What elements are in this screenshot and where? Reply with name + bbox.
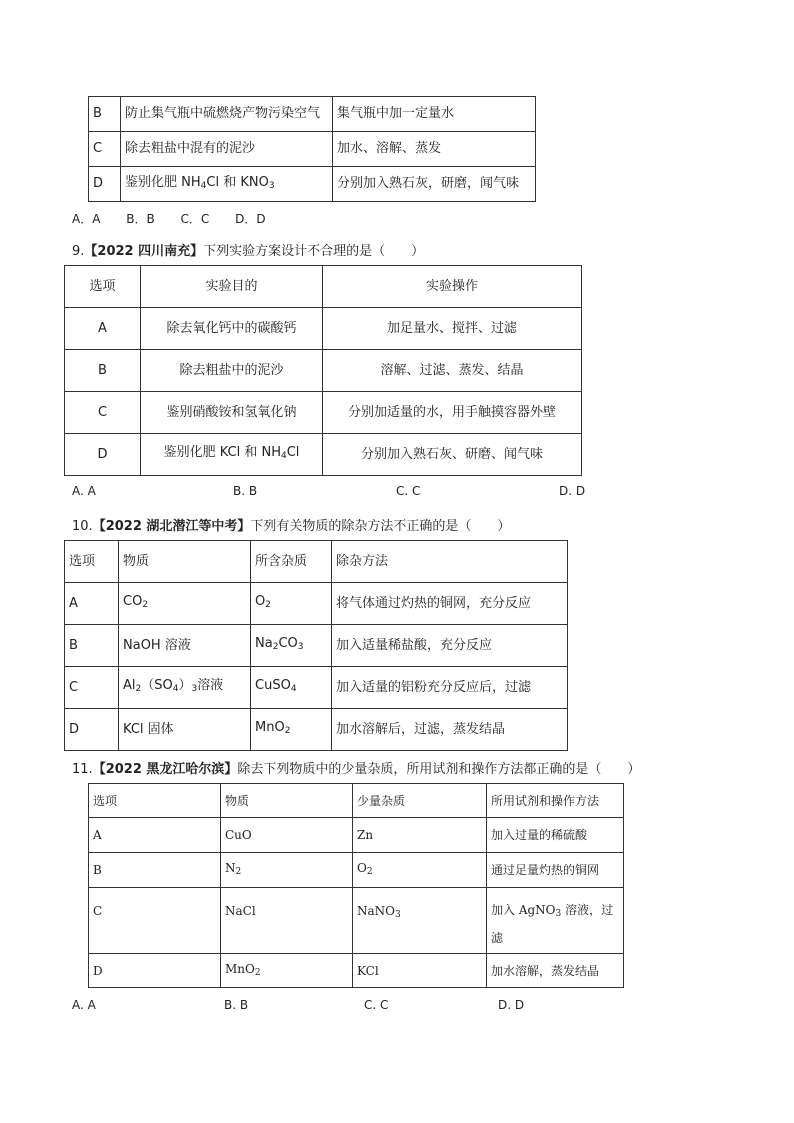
method-cell: 加入适量的铝粉充分反应后，过滤 [332, 667, 568, 709]
subscript: 3 [555, 909, 562, 919]
table-header [65, 266, 582, 308]
text: NaNO [357, 904, 395, 918]
operation-cell: 分别加入熟石灰，研磨，闻气味 [333, 167, 536, 202]
table-row [89, 818, 624, 853]
table-row [89, 888, 624, 954]
header-cell: 选项 [65, 541, 119, 583]
substance-cell: NaOH 溶液 [119, 625, 251, 667]
substance-cell: KCl 固体 [119, 709, 251, 751]
purpose-cell: 除去粗盐中的泥沙 [141, 350, 323, 392]
purpose-cell: 防止集气瓶中硫燃烧产物污染空气 [121, 97, 333, 132]
subscript: 2 [235, 867, 242, 877]
impurity-cell [251, 625, 332, 667]
substance-cell [119, 667, 251, 709]
text: ） [178, 678, 192, 693]
option-b[interactable]: B．B [126, 212, 155, 226]
q8-table [88, 96, 536, 202]
subscript: 3 [191, 684, 198, 694]
header-cell: 选项 [89, 784, 221, 818]
impurity-cell: Zn [353, 818, 487, 853]
impurity-cell [251, 709, 332, 751]
option-cell: B [89, 97, 121, 132]
text: MnO [225, 961, 255, 976]
purpose-cell: 除去粗盐中混有的泥沙 [121, 132, 333, 167]
subscript: 3 [297, 642, 304, 652]
impurity-cell [353, 888, 487, 954]
method-cell: 通过足量灼热的铜网 [487, 853, 624, 888]
operation-cell: 加水、溶解、蒸发 [333, 132, 536, 167]
substance-cell [119, 583, 251, 625]
impurity-cell [251, 583, 332, 625]
subscript: 4 [280, 451, 287, 461]
option-cell: A [65, 583, 119, 625]
subscript: 4 [200, 180, 207, 191]
option-c[interactable]: C. C [364, 998, 389, 1012]
text: N [225, 861, 236, 875]
option-cell: C [65, 392, 141, 434]
purpose-cell [121, 167, 333, 202]
text: Cl 和 KNO [206, 174, 269, 190]
option-d[interactable]: D．D [235, 212, 266, 226]
question-number: 11. [72, 762, 93, 777]
header-cell: 实验目的 [141, 266, 323, 308]
option-a[interactable]: A. A [72, 484, 96, 498]
option-cell: C [89, 132, 121, 167]
q11-table [88, 783, 624, 988]
option-cell: D [65, 709, 119, 751]
operation-cell: 分别加入熟石灰、研磨、闻气味 [323, 434, 582, 476]
header-cell: 实验操作 [323, 266, 582, 308]
q10-table [64, 540, 568, 751]
option-cell: A [89, 818, 221, 853]
operation-cell: 加足量水、搅拌、过滤 [323, 308, 582, 350]
text: Cl [286, 445, 300, 460]
table-row [89, 97, 536, 132]
subscript: 3 [268, 180, 275, 191]
text: 加入 AgNO [491, 903, 556, 917]
substance-cell: NaCl [221, 888, 353, 954]
table-row [89, 853, 624, 888]
text: O [255, 594, 266, 609]
operation-cell: 溶解、过滤、蒸发、结晶 [323, 350, 582, 392]
header-cell: 选项 [65, 266, 141, 308]
option-a[interactable]: A. A [72, 998, 96, 1012]
header-cell: 少量杂质 [353, 784, 487, 818]
table-row [65, 392, 582, 434]
operation-cell: 集气瓶中加一定量水 [333, 97, 536, 132]
method-cell: 加水溶解，蒸发结晶 [487, 954, 624, 988]
option-cell: D [89, 167, 121, 202]
text: Na [255, 636, 273, 651]
question-text: 下列实验方案设计不合理的是（ ） [203, 244, 425, 259]
impurity-cell [353, 853, 487, 888]
substance-cell [221, 954, 353, 988]
method-cell: 加入过量的稀硫酸 [487, 818, 624, 853]
header-cell: 物质 [221, 784, 353, 818]
question-number: 9. [72, 244, 85, 259]
question-tag: 【2022 黑龙江哈尔滨】 [92, 762, 238, 777]
header-cell: 除杂方法 [332, 541, 568, 583]
purpose-cell: 鉴别硝酸铵和氢氧化钠 [141, 392, 323, 434]
option-cell: D [65, 434, 141, 476]
method-cell: 加水溶解后，过滤，蒸发结晶 [332, 709, 568, 751]
text: O [357, 861, 367, 875]
question-number: 10. [72, 519, 93, 534]
method-cell: 加入适量稀盐酸，充分反应 [332, 625, 568, 667]
subscript: 4 [172, 684, 179, 694]
table-row [89, 954, 624, 988]
text: 鉴别化肥 NH [125, 174, 201, 190]
text: Al [123, 678, 136, 693]
table-row [65, 350, 582, 392]
subscript: 2 [254, 967, 261, 978]
table-row [89, 167, 536, 202]
subscript: 2 [272, 642, 279, 652]
text: 溶液，过 [561, 903, 614, 917]
table-row [65, 625, 568, 667]
table-row [65, 434, 582, 476]
header-cell: 所含杂质 [251, 541, 332, 583]
option-d[interactable]: D. D [559, 484, 586, 498]
subscript: 3 [395, 910, 401, 920]
subscript: 2 [366, 867, 373, 877]
question-tag: 【2022 湖北潜江等中考】 [92, 519, 251, 534]
header-cell: 物质 [119, 541, 251, 583]
table-header [65, 541, 568, 583]
text: 滤 [491, 931, 504, 945]
subscript: 2 [142, 600, 149, 610]
method-cell [487, 888, 624, 954]
subscript: 4 [290, 684, 297, 694]
table-row [65, 709, 568, 751]
purpose-cell [141, 434, 323, 476]
option-cell: B [65, 625, 119, 667]
option-cell: A [65, 308, 141, 350]
text: 鉴别化肥 KCl 和 NH [163, 445, 281, 460]
option-d[interactable]: D. D [498, 998, 525, 1012]
q11-stem [72, 758, 640, 777]
text: 溶液 [197, 678, 224, 693]
option-c[interactable]: C．C [180, 212, 210, 226]
option-cell: B [89, 853, 221, 888]
table-row [65, 308, 582, 350]
text: CuSO [255, 678, 291, 693]
operation-cell: 分别加适量的水，用手触摸容器外壁 [323, 392, 582, 434]
option-cell: B [65, 350, 141, 392]
text: MnO [255, 720, 285, 735]
subscript: 2 [135, 684, 142, 694]
purpose-cell: 除去氧化钙中的碳酸钙 [141, 308, 323, 350]
impurity-cell: KCl [353, 954, 487, 988]
question-text: 下列有关物质的除杂方法不正确的是（ ） [250, 519, 511, 534]
text: CO [278, 636, 298, 651]
q10-stem [72, 515, 510, 534]
impurity-cell [251, 667, 332, 709]
option-b[interactable]: B. B [224, 998, 249, 1012]
subscript: 2 [284, 726, 291, 736]
substance-cell [221, 853, 353, 888]
q9-table [64, 265, 582, 476]
substance-cell: CuO [221, 818, 353, 853]
subscript: 2 [265, 600, 271, 610]
option-c[interactable]: C. C [396, 484, 421, 498]
text: CO [123, 594, 143, 609]
option-b[interactable]: B. B [233, 484, 258, 498]
table-row [65, 583, 568, 625]
table-row [65, 667, 568, 709]
question-tag: 【2022 四川南充】 [84, 244, 204, 259]
table-row [89, 132, 536, 167]
q8-options [72, 210, 266, 227]
text: （SO [141, 678, 173, 693]
header-cell: 所用试剂和操作方法 [487, 784, 624, 818]
table-header [89, 784, 624, 818]
question-text: 除去下列物质中的少量杂质，所用试剂和操作方法都正确的是（ ） [237, 762, 641, 777]
option-a[interactable]: A．A [72, 212, 101, 226]
method-cell: 将气体通过灼热的铜网，充分反应 [332, 583, 568, 625]
option-cell: D [89, 954, 221, 988]
q9-stem [72, 240, 424, 259]
option-cell: C [89, 888, 221, 954]
option-cell: C [65, 667, 119, 709]
